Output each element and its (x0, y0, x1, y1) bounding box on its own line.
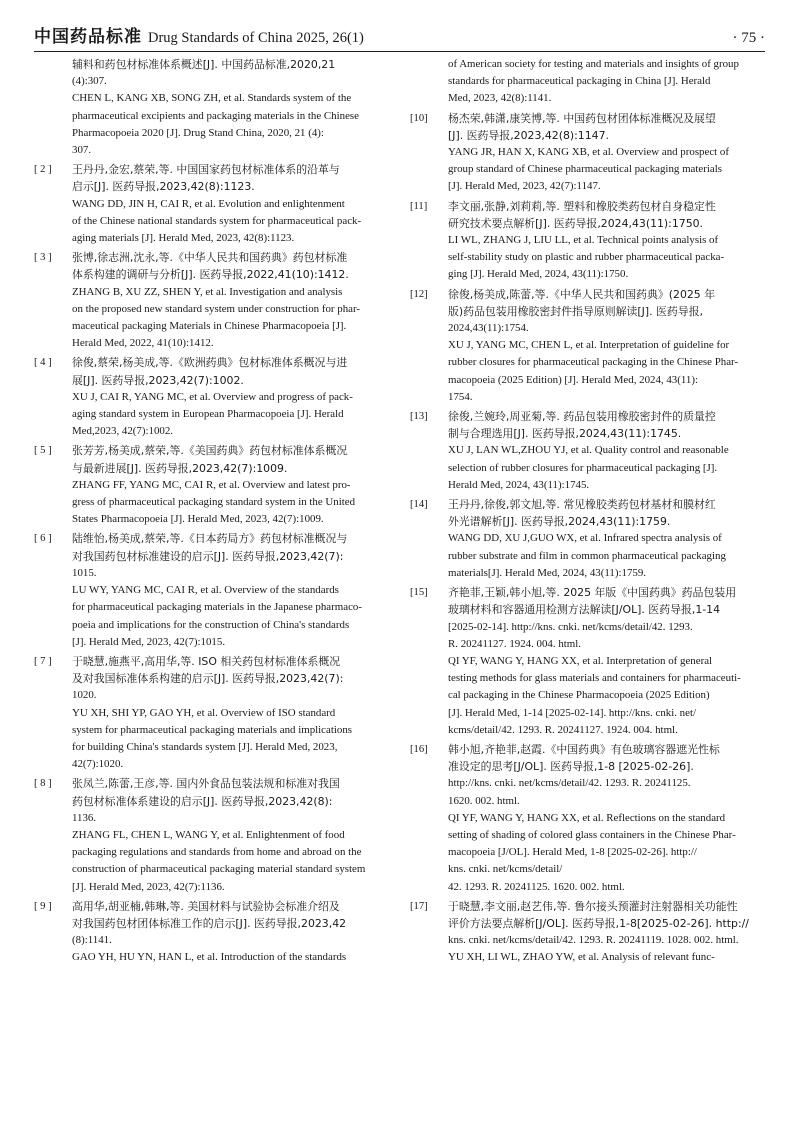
reference-line: QI YF, WANG Y, HANG XX, et al. Interpretation of general (448, 654, 713, 667)
reference-entry (410, 898, 755, 967)
reference-line: [J]. Herald Med, 2023, 42(7):1015. (72, 635, 226, 648)
reference-entry (34, 775, 379, 895)
reference-line: 徐俊,杨美成,陈蕾,等.《中华人民共和国药典》(2025 年 (448, 287, 716, 301)
reference-line: pharmaceutical excipients and packaging materials in the Chinese (72, 109, 359, 122)
reference-line: LU WY, YANG MC, CAI R, et al. Overview of the standards (72, 584, 339, 597)
page-number: · 75 · (732, 30, 765, 46)
reference-line: LI WL, ZHANG J, LIU LL, et al. Technical points analysis of (448, 234, 719, 247)
reference-entry (34, 442, 379, 528)
reference-line: XU J, YANG MC, CHEN L, et al. Interpretation of guideline for (448, 339, 730, 352)
reference-number: [ 2 ] (34, 164, 52, 176)
reference-line: aging materials [J]. Herald Med, 2023, 42(8):1123. (72, 232, 295, 245)
reference-number: [10] (410, 112, 428, 124)
reference-line: 外光谱解析[J]. 医药导报,2024,43(11):1759. (448, 515, 671, 529)
reference-line: 对我国药包材团体标准工作的启示[J]. 医药导报,2023,42 (72, 916, 347, 930)
reference-line: 药包材标准体系建设的启示[J]. 医药导报,2023,42(8): (72, 794, 333, 808)
reference-line: 1020. (72, 689, 97, 702)
reference-entry (410, 198, 755, 284)
reference-number: [ 9 ] (34, 900, 52, 912)
reference-line: Herald Med, 2024, 43(11):1745. (448, 478, 590, 491)
reference-line: 徐俊,兰婉玲,周亚菊,等. 药品包装用橡胶密封件的质量控 (448, 410, 716, 424)
reference-line: 启示[J]. 医药导报,2023,42(8):1123. (72, 180, 255, 194)
reference-number: [ 4 ] (34, 357, 52, 369)
reference-line: 42. 1293. R. 20241125. 1620. 002. html. (448, 880, 625, 893)
journal-title-en: Drug Standards of China 2025, 26(1) (148, 30, 364, 46)
reference-line: 齐艳菲,王颖,韩小旭,等. 2025 年版《中国药典》药品包装用 (448, 586, 737, 600)
reference-line: poeia and implications for the construction of China's standards (72, 618, 350, 631)
reference-entry (34, 56, 379, 159)
reference-line: WANG DD, JIN H, CAI R, et al. Evolution and enlightenment (72, 197, 345, 210)
reference-line: group standard of Chinese pharmaceutical packaging materials (448, 163, 722, 176)
reference-entry (34, 161, 379, 247)
reference-line: Herald Med, 2022, 41(10):1412. (72, 337, 214, 350)
reference-line: ging [J]. Herald Med, 2024, 43(11):1750. (448, 268, 629, 281)
reference-line: aging standard system in European Pharmacopoeia [J]. Herald (72, 408, 344, 421)
reference-line: 42(7):1020. (72, 758, 124, 771)
reference-number: [ 7 ] (34, 655, 52, 667)
reference-entry (410, 741, 755, 896)
journal-title-cn: 中国药品标准 (34, 27, 142, 47)
reference-line: setting of shading of colored glass containers in the Chinese Phar- (448, 828, 736, 841)
reference-number: [11] (410, 200, 428, 212)
reference-entry (410, 56, 755, 108)
reference-line: 1620. 002. html. (448, 794, 520, 807)
reference-line: 张凤兰,陈蕾,王彦,等. 国内外食品包装法规和标准对我国 (72, 777, 340, 791)
reference-line: 对我国药包材标准建设的启示[J]. 医药导报,2023,42(7): (72, 549, 344, 563)
reference-line: 307. (72, 144, 92, 157)
reference-line: standards for pharmaceutical packaging in China [J]. Herald (448, 75, 711, 88)
reference-line: construction of pharmaceutical packaging material standard system (72, 863, 366, 876)
reference-line: 版)药品包装用橡胶密封件指导原则解读[J]. 医药导报, (448, 304, 704, 318)
reference-line: 玻璃材料和容器通用检测方法解读[J/OL]. 医药导报,1-14 (448, 603, 721, 617)
reference-line: of American society for testing and materials and insights of group (448, 58, 739, 70)
reference-line: WANG DD, XU J,GUO WX, et al. Infrared spectra analysis of (448, 532, 722, 545)
reference-line: ZHANG FF, YANG MC, CAI R, et al. Overview and latest pro- (72, 478, 351, 491)
reference-line: (8):1141. (72, 934, 112, 947)
reference-line: YU XH, LI WL, ZHAO YW, et al. Analysis of relevant func- (448, 951, 715, 964)
running-header (34, 26, 765, 52)
reference-entry (34, 354, 379, 440)
reference-number: [15] (410, 587, 428, 599)
reference-number: [17] (410, 900, 428, 912)
reference-number: [12] (410, 288, 428, 300)
reference-column-left (34, 56, 379, 969)
reference-line: 王丹丹,金宏,蔡荣,等. 中国国家药包材标准体系的沿革与 (72, 163, 340, 177)
reference-entry (410, 286, 755, 406)
reference-line: 辅料和药包材标准体系概述[J]. 中国药品标准,2020,21 (72, 58, 336, 71)
reference-entry (34, 898, 379, 967)
reference-line: YANG JR, HAN X, KANG XB, et al. Overview and prospect of (448, 146, 729, 159)
reference-line: kcms/detail/42. 1293. R. 20241127. 1924. 004. html. (448, 723, 678, 736)
reference-line: Med, 2023, 42(8):1141. (448, 92, 552, 105)
reference-line: ZHANG B, XU ZZ, SHEN Y, et al. Investigation and analysis (72, 285, 343, 298)
reference-line: 王丹丹,徐俊,郭文旭,等. 常见橡胶类药包材基材和膜材红 (448, 498, 716, 512)
reference-line: on the proposed new standard system under construction for phar- (72, 302, 361, 315)
reference-line: [J]. Herald Med, 1-14 [2025-02-14]. http://kns. cnki. net/ (448, 706, 697, 719)
reference-number: [13] (410, 411, 428, 423)
reference-number: [16] (410, 743, 428, 755)
reference-number: [ 5 ] (34, 445, 52, 457)
reference-line: selection of rubber closures for pharmaceutical packaging [J]. (448, 461, 718, 474)
reference-line: 2024,43(11):1754. (448, 322, 529, 335)
reference-line: YU XH, SHI YP, GAO YH, et al. Overview of ISO standard (72, 706, 336, 719)
reference-line: 徐俊,蔡荣,杨美成,等.《欧洲药典》包材标准体系概况与进 (72, 356, 348, 370)
reference-line: 于晓慧,施燕平,高用华,等. ISO 相关药包材标准体系概况 (72, 654, 341, 668)
reference-line: XU J, CAI R, YANG MC, et al. Overview and progress of pack- (72, 390, 353, 403)
reference-line: maceutical packaging Materials in Chinese Pharmacopoeia [J]. (72, 320, 347, 333)
reference-line: (4):307. (72, 75, 107, 88)
reference-line: for pharmaceutical packaging materials in the Japanese pharmaco- (72, 601, 362, 614)
reference-line: rubber closures for pharmaceutical packaging in the Chinese Phar- (448, 356, 739, 369)
reference-line: 1136. (72, 811, 97, 824)
reference-line: 李文丽,张静,刘莉莉,等. 塑料和橡胶类药包材自身稳定性 (448, 199, 716, 213)
reference-number: [ 3 ] (34, 252, 52, 264)
reference-line: 制与合理选用[J]. 医药导报,2024,43(11):1745. (448, 427, 682, 441)
reference-line: rubber substrate and film in common pharmaceutical packaging (448, 549, 726, 562)
reference-line: States Pharmacopoeia [J]. Herald Med, 2023, 42(7):1009. (72, 513, 324, 526)
reference-line: 高用华,胡亚楠,韩琳,等. 美国材料与试验协会标准介绍及 (72, 899, 340, 913)
reference-line: 于晓慧,李文丽,赵艺伟,等. 鲁尔接头预灌封注射器相关功能性 (448, 899, 738, 913)
reference-line: 评价方法要点解析[J/OL]. 医药导报,1-8[2025-02-26]. http:// (448, 916, 749, 930)
reference-line: 1015. (72, 566, 97, 579)
reference-line: self-stability study on plastic and rubber pharmaceutical packa- (448, 251, 725, 264)
reference-line: 体系构建的调研与分析[J]. 医药导报,2022,41(10):1412. (72, 268, 349, 282)
reference-line: 韩小旭,齐艳菲,赵霞.《中国药典》有色玻璃容器遮光性标 (448, 742, 720, 756)
reference-line: Pharmacopoeia 2020 [J]. Drug Stand China, 2020, 21 (4): (72, 126, 324, 139)
reference-line: ZHANG FL, CHEN L, WANG Y, et al. Enlightenment of food (72, 828, 345, 841)
reference-line: 张博,徐志洲,沈永,等.《中华人民共和国药典》药包材标准 (72, 251, 348, 265)
reference-line: macopoeia [J/OL]. Herald Med, 1-8 [2025-02-26]. http:// (448, 846, 697, 859)
reference-line: [J]. 医药导报,2023,42(8):1147. (448, 128, 609, 142)
reference-line: CHEN L, KANG XB, SONG ZH, et al. Standards system of the (72, 92, 352, 105)
reference-number: [ 8 ] (34, 778, 52, 790)
reference-entry (34, 530, 379, 650)
reference-number: [ 6 ] (34, 533, 52, 545)
reference-line: gress of pharmaceutical packaging standard system in the United (72, 496, 356, 509)
reference-line: 杨杰荣,韩潇,康笑博,等. 中国药包材团体标准概况及展望 (448, 111, 716, 125)
reference-line: kns. cnki. net/kcms/detail/ (448, 863, 563, 876)
reference-entry (410, 584, 755, 739)
reference-line: 及对我国标准体系构建的启示[J]. 医药导报,2023,42(7): (72, 672, 344, 686)
reference-line: 陆维怡,杨美成,蔡荣,等.《日本药局方》药包材标准概况与 (72, 532, 348, 546)
reference-entry (410, 110, 755, 196)
reference-line: Med,2023, 42(7):1002. (72, 425, 174, 438)
reference-line: cal packaging in the Chinese Pharmacopoeia (2025 Edition) (448, 689, 710, 702)
reference-line: 研究技术要点解析[J]. 医药导报,2024,43(11):1750. (448, 216, 704, 230)
reference-line: [2025-02-14]. http://kns. cnki. net/kcms/detail/42. 1293. (448, 620, 693, 633)
reference-number: [14] (410, 499, 428, 511)
reference-line: kns. cnki. net/kcms/detail/42. 1293. R. 20241119. 1028. 002. html. (448, 934, 739, 947)
reference-line: system for pharmaceutical packaging materials and implications (72, 723, 353, 736)
reference-line: XU J, LAN WL,ZHOU YJ, et al. Quality control and reasonable (448, 444, 729, 457)
reference-line: 准设定的思考[J/OL]. 医药导报,1-8 [2025-02-26]. (448, 760, 694, 774)
reference-line: QI YF, WANG Y, HANG XX, et al. Reflections on the standard (448, 811, 726, 824)
reference-line: http://kns. cnki. net/kcms/detail/42. 1293. R. 20241125. (448, 777, 691, 790)
reference-line: 张芳芳,杨美成,蔡荣,等.《美国药典》药包材标准体系概况 (72, 444, 348, 458)
reference-line: R. 20241127. 1924. 004. html. (448, 637, 582, 650)
reference-line: of the Chinese national standards system for pharmaceutical pack- (72, 214, 362, 227)
reference-line: GAO YH, HU YN, HAN L, et al. Introduction of the standards (72, 951, 347, 964)
reference-line: packaging regulations and standards from home and abroad on the (72, 846, 362, 859)
reference-entry (34, 653, 379, 773)
reference-line: [J]. Herald Med, 2023, 42(7):1147. (448, 180, 601, 193)
reference-line: for building China's standards system [J]. Herald Med, 2023, (72, 740, 338, 753)
reference-line: macopoeia (2025 Edition) [J]. Herald Med, 2024, 43(11): (448, 373, 699, 386)
reference-entry (34, 249, 379, 352)
reference-line: 与最新进展[J]. 医药导报,2023,42(7):1009. (72, 461, 288, 475)
reference-line: 1754. (448, 390, 473, 403)
reference-line: materials[J]. Herald Med, 2024, 43(11):1759. (448, 566, 646, 579)
reference-line: [J]. Herald Med, 2023, 42(7):1136. (72, 880, 225, 893)
reference-line: testing methods for glass materials and containers for pharmaceuti- (448, 672, 741, 685)
reference-column-right (410, 56, 755, 969)
reference-line: 展[J]. 医药导报,2023,42(7):1002. (72, 373, 244, 387)
reference-entry (410, 496, 755, 582)
reference-entry (410, 408, 755, 494)
